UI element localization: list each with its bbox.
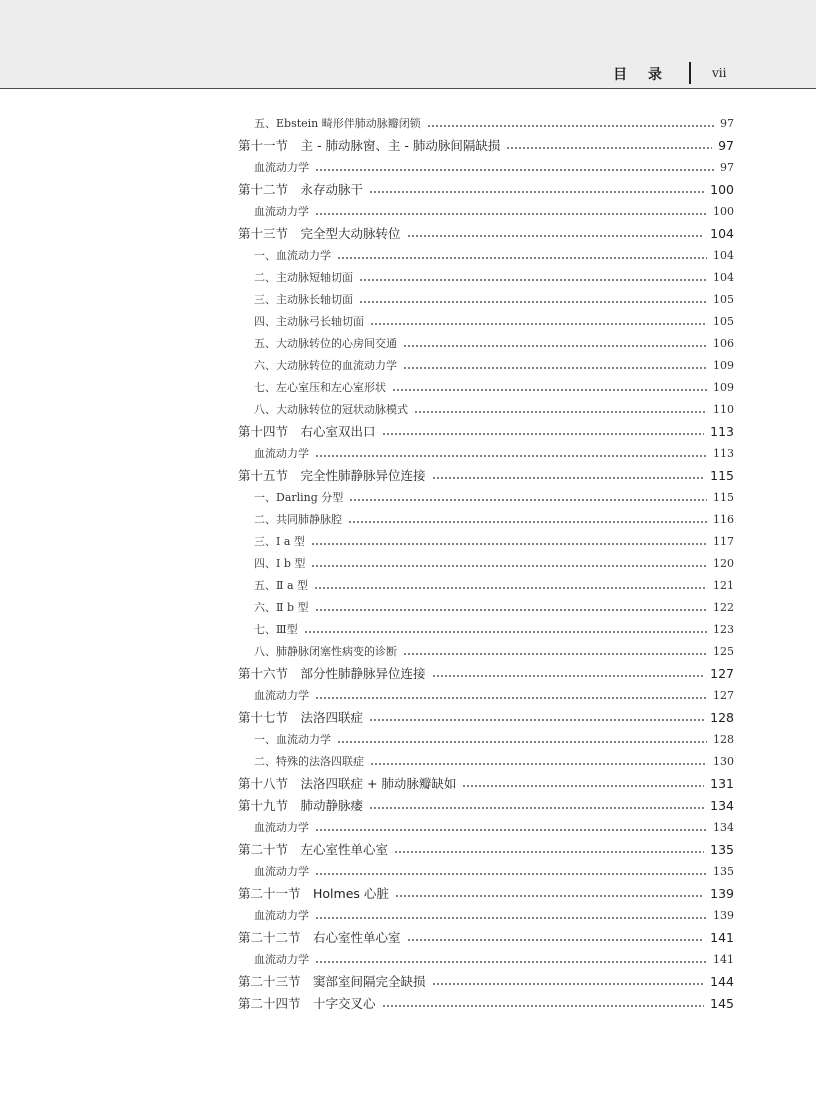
- toc-dot-leader: [315, 872, 707, 876]
- toc-dot-leader: [407, 938, 705, 942]
- toc-entry-page: 97: [720, 160, 734, 174]
- toc-subentry[interactable]: [254, 443, 734, 463]
- toc-entry-label: 四、主动脉弓长轴切面: [254, 315, 364, 328]
- toc-entry-label: 一、Darling 分型: [254, 491, 344, 504]
- toc-subentry[interactable]: [254, 531, 734, 551]
- toc-entry-page: 135: [713, 864, 734, 878]
- toc-subentry[interactable]: [254, 817, 734, 837]
- toc-subentry[interactable]: [254, 333, 734, 353]
- toc-dot-leader: [506, 146, 712, 150]
- toc-subentry[interactable]: [254, 355, 734, 375]
- toc-entry-label: 第十四节 右心室双出口: [238, 424, 376, 439]
- toc-entry-label: 血流动力学: [254, 161, 309, 174]
- toc-entry-label: 二、特殊的法洛四联症: [254, 755, 364, 768]
- toc-entry-label: 第二十一节 Holmes 心脏: [238, 886, 389, 901]
- toc-dot-leader: [414, 410, 707, 414]
- toc-subentry[interactable]: [254, 289, 734, 309]
- toc-entry-label: 第十九节 肺动静脉瘘: [238, 798, 364, 813]
- toc-dot-leader: [407, 234, 705, 238]
- toc-subentry[interactable]: [254, 905, 734, 925]
- toc-subentry[interactable]: [254, 245, 734, 265]
- toc-entry-label: 第十三节 完全型大动脉转位: [238, 226, 401, 241]
- toc-section-entry[interactable]: [238, 465, 734, 485]
- toc-entry-page: 139: [710, 885, 734, 901]
- toc-entry-page: 104: [713, 248, 734, 262]
- toc-section-entry[interactable]: [238, 135, 734, 155]
- toc-dot-leader: [432, 982, 705, 986]
- toc-section-entry[interactable]: [238, 971, 734, 991]
- toc-subentry[interactable]: [254, 201, 734, 221]
- toc-section-entry[interactable]: [238, 663, 734, 683]
- toc-subentry[interactable]: [254, 729, 734, 749]
- toc-subentry[interactable]: [254, 267, 734, 287]
- toc-entry-page: 135: [710, 841, 734, 857]
- toc-dot-leader: [359, 300, 707, 304]
- toc-subentry[interactable]: [254, 685, 734, 705]
- toc-dot-leader: [315, 608, 707, 612]
- toc-entry-page: 134: [710, 797, 734, 813]
- toc-entry-label: 血流动力学: [254, 689, 309, 702]
- toc-entry-label: 血流动力学: [254, 821, 309, 834]
- toc-dot-leader: [382, 432, 705, 436]
- toc-entry-label: 四、Ⅰ b 型: [254, 557, 306, 570]
- toc-entry-label: 第二十四节 十字交叉心: [238, 996, 376, 1011]
- toc-section-entry[interactable]: [238, 707, 734, 727]
- toc-dot-leader: [392, 388, 707, 392]
- toc-entry-page: 139: [713, 908, 734, 922]
- toc-subentry[interactable]: [254, 399, 734, 419]
- toc-subentry[interactable]: [254, 157, 734, 177]
- toc-entry-label: 第十七节 法洛四联症: [238, 710, 364, 725]
- toc-subentry[interactable]: [254, 949, 734, 969]
- toc-entry-label: 七、左心室压和左心室形状: [254, 381, 386, 394]
- toc-entry-page: 127: [710, 665, 734, 681]
- toc-entry-label: 八、肺静脉闭塞性病变的诊断: [254, 645, 397, 658]
- toc-entry-page: 113: [710, 423, 734, 439]
- toc-dot-leader: [403, 652, 707, 656]
- toc-entry-label: 三、主动脉长轴切面: [254, 293, 353, 306]
- toc-entry-page: 127: [713, 688, 734, 702]
- toc-entry-page: 115: [710, 467, 734, 483]
- toc-dot-leader: [432, 674, 705, 678]
- toc-section-entry[interactable]: [238, 993, 734, 1013]
- toc-dot-leader: [370, 322, 707, 326]
- toc-section-entry[interactable]: [238, 883, 734, 903]
- toc-entry-label: 第十二节 永存动脉干: [238, 182, 364, 197]
- toc-entry-page: 104: [713, 270, 734, 284]
- toc-entry-page: 104: [710, 225, 734, 241]
- toc-dot-leader: [403, 344, 707, 348]
- toc-entry-page: 141: [710, 929, 734, 945]
- toc-entry-page: 97: [718, 137, 734, 153]
- toc-section-entry[interactable]: [238, 773, 734, 793]
- toc-subentry[interactable]: [254, 377, 734, 397]
- toc-entry-label: 五、Ebstein 畸形伴肺动脉瓣闭锁: [254, 117, 421, 130]
- toc-entry-page: 145: [710, 995, 734, 1011]
- toc-entry-page: 116: [713, 512, 734, 526]
- toc-entry-page: 105: [713, 292, 734, 306]
- toc-dot-leader: [462, 784, 704, 788]
- toc-subentry[interactable]: [254, 619, 734, 639]
- toc-dot-leader: [315, 454, 707, 458]
- toc-section-entry[interactable]: [238, 421, 734, 441]
- toc-dot-leader: [337, 740, 707, 744]
- toc-entry-page: 113: [713, 446, 734, 460]
- toc-entry-page: 110: [713, 402, 734, 416]
- toc-entry-label: 第十一节 主 - 肺动脉窗、主 - 肺动脉间隔缺损: [238, 138, 501, 153]
- page-header-band: [0, 0, 816, 89]
- toc-dot-leader: [315, 916, 707, 920]
- toc-subentry[interactable]: [254, 641, 734, 661]
- toc-entry-label: 血流动力学: [254, 909, 309, 922]
- toc-entry-page: 123: [713, 622, 734, 636]
- toc-dot-leader: [403, 366, 707, 370]
- toc-dot-leader: [382, 1004, 705, 1008]
- toc-subentry[interactable]: [254, 597, 734, 617]
- toc-entry-label: 三、Ⅰ a 型: [254, 535, 305, 548]
- toc-entry-label: 一、血流动力学: [254, 249, 331, 262]
- toc-entry-page: 128: [713, 732, 734, 746]
- toc-entry-page: 100: [710, 181, 734, 197]
- toc-entry-label: 第十五节 完全性肺静脉异位连接: [238, 468, 426, 483]
- toc-section-entry[interactable]: [238, 179, 734, 199]
- toc-dot-leader: [311, 564, 707, 568]
- toc-entry-label: 二、共同肺静脉腔: [254, 513, 342, 526]
- toc-subentry[interactable]: [254, 861, 734, 881]
- toc-dot-leader: [304, 630, 707, 634]
- toc-entry-label: 五、大动脉转位的心房间交通: [254, 337, 397, 350]
- toc-dot-leader: [349, 498, 707, 502]
- toc-entry-label: 血流动力学: [254, 865, 309, 878]
- toc-entry-page: 121: [713, 578, 734, 592]
- toc-entry-label: 六、大动脉转位的血流动力学: [254, 359, 397, 372]
- toc-entry-page: 131: [710, 775, 734, 791]
- toc-section-entry[interactable]: [238, 795, 734, 815]
- toc-entry-label: 一、血流动力学: [254, 733, 331, 746]
- toc-dot-leader: [394, 850, 704, 854]
- toc-entry-page: 100: [713, 204, 734, 218]
- toc-entry-page: 117: [713, 534, 734, 548]
- toc-entry-page: 122: [713, 600, 734, 614]
- toc-subentry[interactable]: [254, 311, 734, 331]
- toc-dot-leader: [359, 278, 707, 282]
- toc-section-entry[interactable]: [238, 839, 734, 859]
- toc-entry-label: 第二十节 左心室性单心室: [238, 842, 389, 857]
- toc-entry-page: 105: [713, 314, 734, 328]
- toc-dot-leader: [432, 476, 705, 480]
- toc-entry-label: 血流动力学: [254, 205, 309, 218]
- toc-section-entry[interactable]: [238, 223, 734, 243]
- toc-dot-leader: [370, 762, 707, 766]
- toc-entry-label: 二、主动脉短轴切面: [254, 271, 353, 284]
- toc-dot-leader: [427, 124, 714, 128]
- toc-entry-page: 106: [713, 336, 734, 350]
- toc-entry-label: 六、Ⅱ b 型: [254, 601, 309, 614]
- page-number: vii: [712, 66, 727, 80]
- toc-dot-leader: [369, 806, 704, 810]
- toc-entry-label: 七、Ⅲ型: [254, 623, 298, 636]
- toc-dot-leader: [315, 696, 707, 700]
- toc-dot-leader: [369, 718, 704, 722]
- toc-entry-page: 144: [710, 973, 734, 989]
- toc-dot-leader: [315, 828, 707, 832]
- toc-subentry[interactable]: [254, 751, 734, 771]
- toc-dot-leader: [337, 256, 707, 260]
- page-header-title: 目 录: [613, 67, 670, 83]
- toc-dot-leader: [395, 894, 704, 898]
- toc-entry-label: 第十六节 部分性肺静脉异位连接: [238, 666, 426, 681]
- toc-entry-label: 五、Ⅱ a 型: [254, 579, 309, 592]
- toc-subentry[interactable]: [254, 575, 734, 595]
- toc-subentry[interactable]: [254, 487, 734, 507]
- toc-entry-label: 第二十三节 窦部室间隔完全缺损: [238, 974, 426, 989]
- toc-entry-label: 第十八节 法洛四联症 + 肺动脉瓣缺如: [238, 776, 457, 791]
- toc-entry-page: 120: [713, 556, 734, 570]
- toc-entry-page: 115: [713, 490, 734, 504]
- toc-entry-page: 130: [713, 754, 734, 768]
- toc-entry-page: 134: [713, 820, 734, 834]
- toc-dot-leader: [315, 168, 714, 172]
- toc-entry-label: 第二十二节 右心室性单心室: [238, 930, 401, 945]
- toc-subentry[interactable]: [254, 509, 734, 529]
- toc-entry-page: 128: [710, 709, 734, 725]
- toc-dot-leader: [315, 960, 707, 964]
- toc-entry-page: 125: [713, 644, 734, 658]
- header-divider: [689, 62, 691, 84]
- toc-dot-leader: [314, 586, 707, 590]
- toc-subentry[interactable]: [254, 113, 734, 133]
- toc-subentry[interactable]: [254, 553, 734, 573]
- toc-dot-leader: [311, 542, 707, 546]
- toc-entry-page: 109: [713, 380, 734, 394]
- toc-section-entry[interactable]: [238, 927, 734, 947]
- toc-entry-page: 141: [713, 952, 734, 966]
- toc-entry-page: 97: [720, 116, 734, 130]
- toc-entry-page: 109: [713, 358, 734, 372]
- toc-entry-label: 血流动力学: [254, 447, 309, 460]
- toc-entry-label: 血流动力学: [254, 953, 309, 966]
- toc-dot-leader: [315, 212, 707, 216]
- toc-dot-leader: [348, 520, 707, 524]
- toc-entry-label: 八、大动脉转位的冠状动脉模式: [254, 403, 408, 416]
- toc-dot-leader: [369, 190, 704, 194]
